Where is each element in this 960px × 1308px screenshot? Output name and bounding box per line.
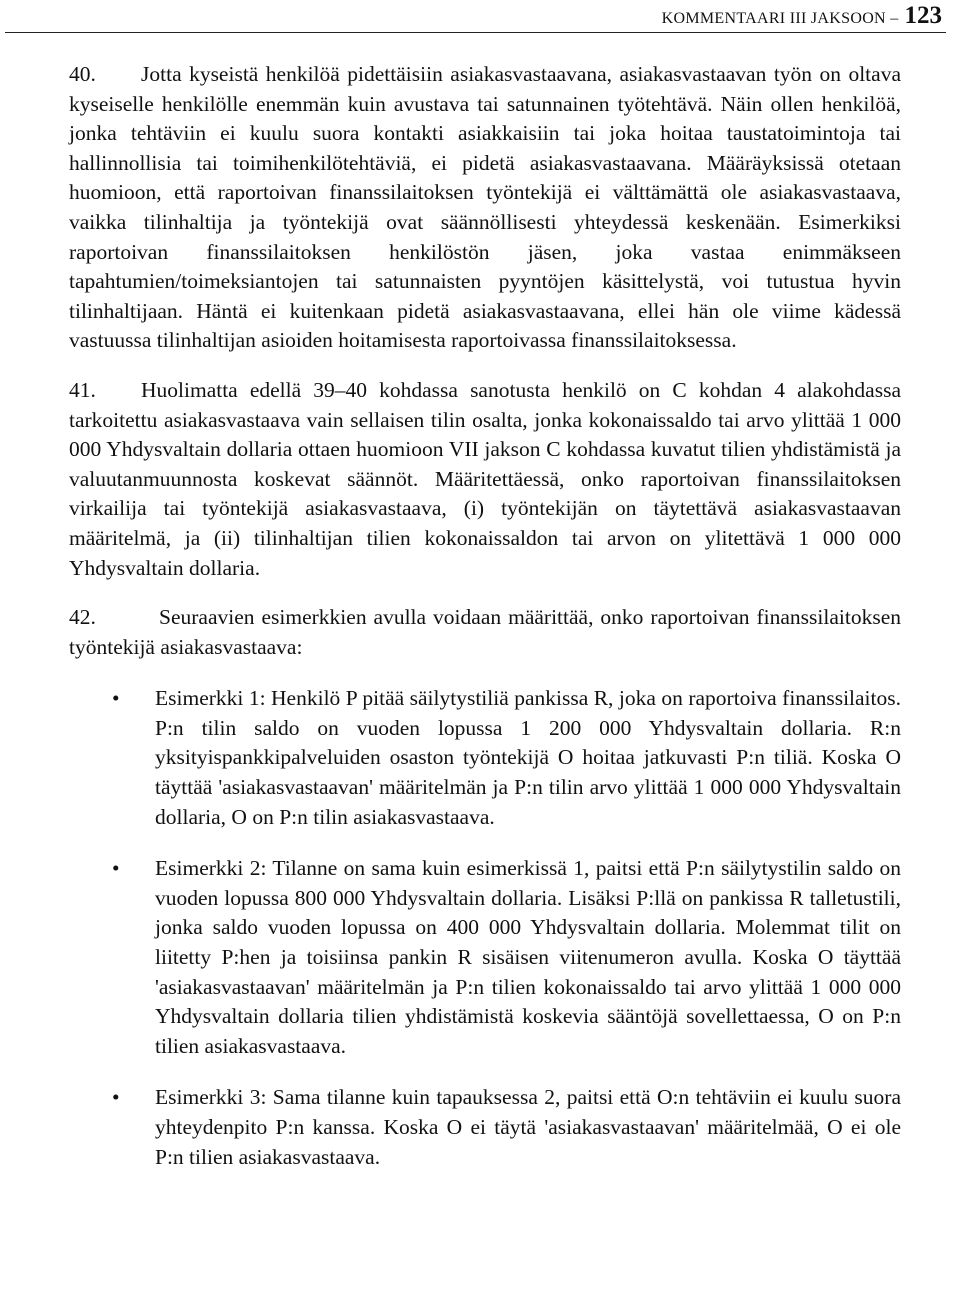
- example-text: Esimerkki 2: Tilanne on sama kuin esimerkissä 1, paitsi että P:n säilytystilin saldo on vuoden lopussa 800 000 Yhdysvaltain dollaria. Lisäksi P:llä on pankissa R talletustili, jonka saldo vuoden lopussa on 400 000 Yhdysvaltain dollaria. Molemmat tilit on liitetty P:hen ja toisiinsa pankin R sisäisen viitenumeron avulla. Koska O täyttää 'asiakasvastaavan' määritelmän ja P:n tilien kokonaissaldo tai arvo ylittää 1 000 000 Yhdysvaltain dollaria tilien yhdistämistä koskevia sääntöjä sovellettaessa, O on P:n tilien asiakasvastaava.: [155, 856, 901, 1058]
- header-title: KOMMENTAARI III JAKSOON –: [661, 10, 899, 27]
- page-number: 123: [904, 2, 942, 29]
- example-item-1: [69, 684, 901, 832]
- paragraph-number: 40.: [69, 62, 96, 86]
- paragraph-40: [69, 60, 901, 356]
- header-divider: [5, 32, 946, 33]
- running-header: [662, 2, 942, 30]
- paragraph-text: Jotta kyseistä henkilöä pidettäisiin asiakasvastaavana, asiakasvastaavan työn on oltava kyseiselle henkilölle enemmän kuin avustava tai satunnainen työtehtävä. Näin ollen henkilöä, jonka tehtäviin ei kuulu suora kontakti asiakkaisiin tai joka hoitaa taustatoimintoja tai hallinnollisia tai toimihenkilötehtäviä, ei pidetä asiakasvastaavana. Määräyksissä otetaan huomioon, että raportoivan finanssilaitoksen työntekijä ei välttämättä ole asiakasvastaava, vaikka tilinhaltija ja työntekijä ovat säännöllisesti yhteydessä keskenään. Esimerkiksi raportoivan finanssilaitoksen henkilöstön jäsen, joka vastaa enimmäkseen tapahtumien/toimeksiantojen tai satunnaisten pyyntöjen käsittelystä, voi tutustua hyvin tilinhaltijaan. Häntä ei kuitenkaan pidetä asiakasvastaavana, ellei hän ole viime kädessä vastuussa tilinhaltijan asioiden hoitamisesta raportoivassa finanssilaitoksessa.: [69, 62, 901, 353]
- paragraph-text: Huolimatta edellä 39–40 kohdassa sanotusta henkilö on C kohdan 4 alakohdassa tarkoitettu asiakasvastaava vain sellaisen tilin osalta, jonka kokonaissaldo tai arvo ylittää 1 000 000 Yhdysvaltain dollaria ottaen huomioon VII jakson C kohdassa kuvatut tilien yhdistämistä ja valuutanmuunnosta koskevat säännöt. Määritettäessä, onko raportoivan finanssilaitoksen virkailija tai työntekijä asiakasvastaava, (i) työntekijän on täytettävä asiakasvastaavan määritelmä, ja (ii) tilinhaltijan tilien kokonaissaldon tai arvon on ylitettävä 1 000 000 Yhdysvaltain dollaria.: [69, 377, 901, 580]
- paragraph-42: [69, 603, 901, 662]
- paragraph-number: 42.: [69, 605, 96, 630]
- example-text: Esimerkki 1: Henkilö P pitää säilytystiliä pankissa R, joka on raportoiva finanssilaitos. P:n tilin saldo on vuoden lopussa 1 200 000 Yhdysvaltain dollaria. R:n yksityispankkipalveluiden osaston työntekijä O hoitaa jatkuvasti P:n tiliä. Koska O täyttää 'asiakasvastaavan' määritelmän ja P:n tilin arvo ylittää 1 000 000 Yhdysvaltain dollaria, O on P:n tilin asiakasvastaava.: [155, 686, 901, 829]
- example-item-3: [69, 1083, 901, 1172]
- page-header: [0, 0, 960, 33]
- paragraph-number: 41.: [69, 377, 96, 402]
- bullet-icon: •: [112, 1085, 120, 1110]
- paragraph-text: Seuraavien esimerkkien avulla voidaan määrittää, onko raportoivan finanssilaitoksen työntekijä asiakasvastaava:: [69, 605, 901, 659]
- bullet-icon: •: [112, 856, 120, 881]
- paragraph-41: [69, 376, 901, 583]
- example-item-2: [69, 854, 901, 1061]
- bullet-icon: •: [112, 686, 120, 711]
- document-body: [69, 60, 901, 1194]
- example-text: Esimerkki 3: Sama tilanne kuin tapauksessa 2, paitsi että O:n tehtäviin ei kuulu suora yhteydenpito P:n kanssa. Koska O ei täytä 'asiakasvastaavan' määritelmää, O ei ole P:n tilien asiakasvastaava.: [155, 1085, 901, 1169]
- examples-list: [69, 684, 901, 1172]
